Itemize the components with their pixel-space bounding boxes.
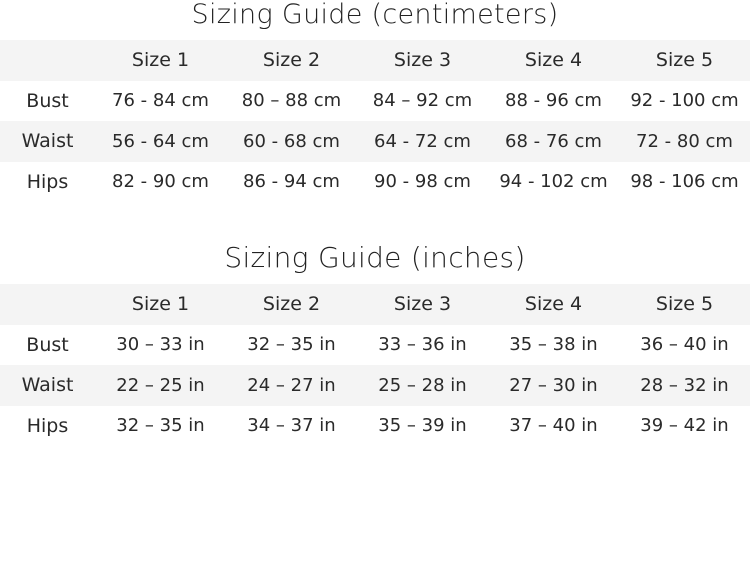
table-cell: 92 - 100 cm [630,90,739,112]
header-cell: Size 4 [488,40,619,81]
table-cell: 94 - 102 cm [499,171,608,193]
table-cell: 37 – 40 in [509,415,598,437]
size-table [0,40,750,202]
table-header-row [0,40,750,81]
table-cell: 35 – 39 in [378,415,467,437]
row-label: Hips [26,414,69,437]
header-cell: Size 5 [619,40,750,81]
table-cell: 88 - 96 cm [505,90,602,112]
header-cell: Size 5 [619,284,750,325]
table-row [0,162,750,203]
table-cell: 36 – 40 in [640,334,729,356]
sizing-guide-inches [0,238,750,446]
table-cell: 24 – 27 in [226,365,357,406]
table-cell: 27 – 30 in [488,365,619,406]
table-cell: 76 - 84 cm [112,90,209,112]
table-cell: 25 – 28 in [357,365,488,406]
table-cell: 32 – 35 in [247,334,336,356]
row-label: Hips [26,170,69,193]
table-cell: 30 – 33 in [116,334,205,356]
table-row [0,121,750,162]
table-cell: 32 – 35 in [116,415,205,437]
table-cell: 72 - 80 cm [619,121,750,162]
header-cell: Size 4 [488,284,619,325]
header-cell: Size 3 [357,284,488,325]
table-cell: 84 – 92 cm [372,90,473,112]
table-cell: 34 – 37 in [247,415,336,437]
header-cell: Size 1 [95,40,226,81]
table-cell: 90 - 98 cm [374,171,471,193]
table-cell: 64 - 72 cm [357,121,488,162]
sizing-guide-centimeters [0,0,750,202]
page-title: Sizing Guide (inches) [224,241,526,274]
table-cell: 68 - 76 cm [488,121,619,162]
table-cell: 82 - 90 cm [112,171,209,193]
header-cell: Size 3 [357,40,488,81]
row-label: Bust [26,333,69,356]
table-cell: 39 – 42 in [640,415,729,437]
row-label: Bust [26,89,69,112]
table-cell: 60 - 68 cm [226,121,357,162]
table-cell: 56 - 64 cm [95,121,226,162]
header-cell: Size 2 [226,40,357,81]
header-cell: Size 1 [95,284,226,325]
table-row [0,365,750,406]
header-cell [0,40,95,81]
table-cell: 86 - 94 cm [243,171,340,193]
table-cell: 22 – 25 in [95,365,226,406]
size-table [0,284,750,446]
table-cell: 98 - 106 cm [630,171,739,193]
table-row [0,325,750,366]
table-row [0,406,750,447]
table-cell: 35 – 38 in [509,334,598,356]
table-row [0,81,750,122]
header-cell: Size 2 [226,284,357,325]
row-label: Waist [0,121,95,162]
page-title: Sizing Guide (centimeters) [191,0,559,30]
table-header-row [0,284,750,325]
header-cell [0,284,95,325]
table-cell: 28 – 32 in [619,365,750,406]
row-label: Waist [0,365,95,406]
table-cell: 80 – 88 cm [241,90,342,112]
table-cell: 33 – 36 in [378,334,467,356]
